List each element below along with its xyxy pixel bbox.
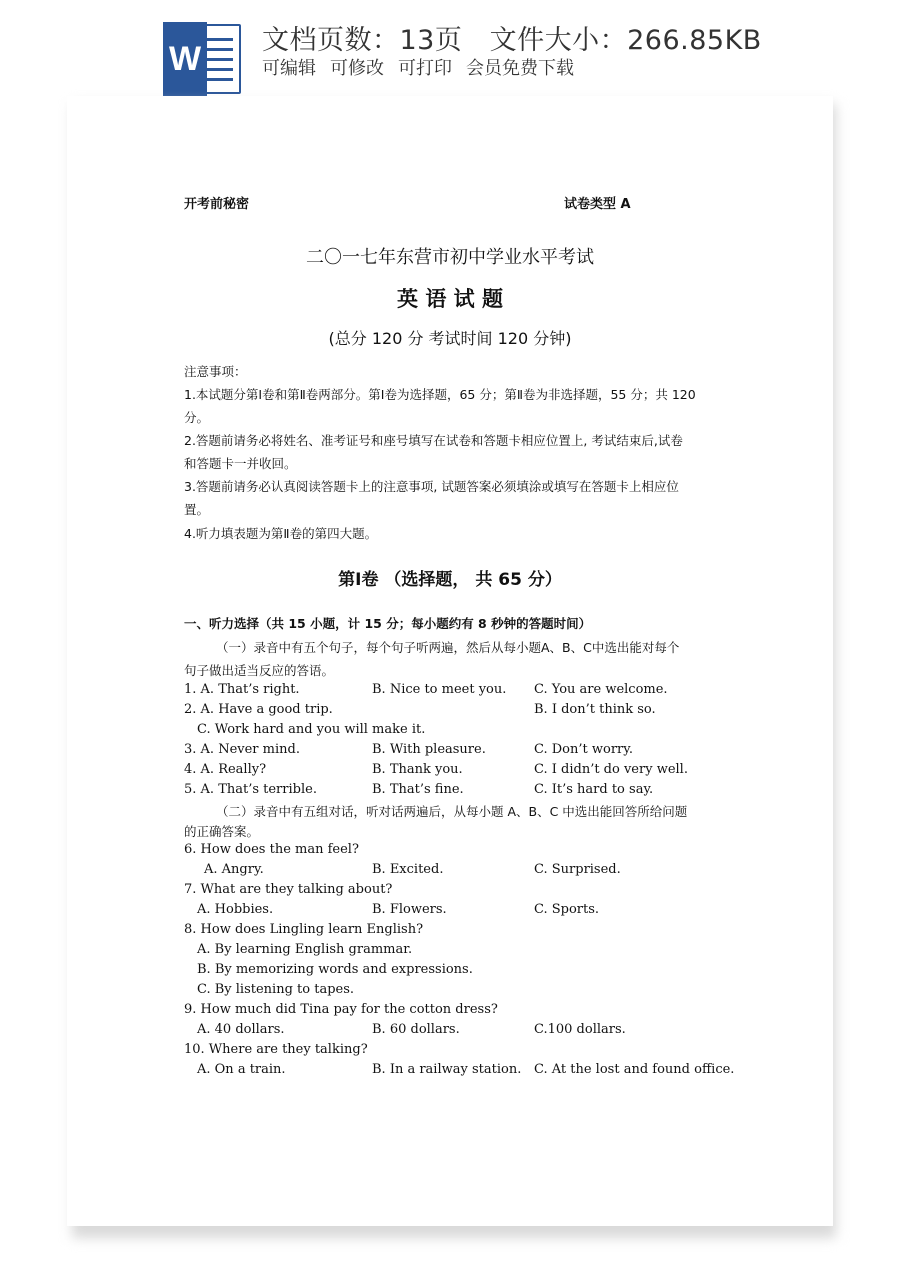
q4-option-b: B. Thank you. [372, 762, 463, 777]
q8-option-b: B. By memorizing words and expressions. [197, 962, 473, 977]
feature-printable: 可打印 [398, 58, 452, 79]
subject-title: 英 语 试 题 [397, 287, 503, 311]
note-line: 分。 [184, 410, 210, 425]
q10-option-b: B. In a railway station. [372, 1062, 522, 1077]
q9-option-a: A. 40 dollars. [197, 1022, 285, 1037]
q10-option-a: A. On a train. [197, 1062, 286, 1077]
q4-option-c: C. I didn’t do very well. [534, 762, 688, 777]
q7-option-c: C. Sports. [534, 902, 600, 917]
section-title: 第Ⅰ卷 （选择题， 共 65 分） [338, 570, 562, 590]
note-line: 置。 [184, 502, 210, 517]
part1-intro: （一）录音中有五个句子，每个句子听两遍，然后从每小题A、B、C中选出能对每个 [216, 640, 680, 655]
q8-option-c: C. By listening to tapes. [197, 982, 355, 997]
note-line: 2.答题前请务必将姓名、准考证号和座号填写在试卷和答题卡相应位置上, 考试结束后,试卷 [184, 433, 683, 448]
feature-modifiable: 可修改 [330, 58, 384, 79]
file-info: 文档页数：13页 文件大小：266.85KB [262, 25, 762, 56]
q6-option-b: B. Excited. [372, 862, 444, 877]
notes-heading: 注意事项： [184, 364, 247, 379]
q6-option-a: A. Angry. [204, 862, 264, 877]
score-time: (总分 120 分 考试时间 120 分钟) [328, 329, 572, 348]
feature-editable: 可编辑 [262, 58, 316, 79]
q2-option-b: B. I don’t think so. [534, 702, 656, 717]
q9-option-b: B. 60 dollars. [372, 1022, 460, 1037]
q1-option-b: B. Nice to meet you. [372, 682, 507, 697]
exam-title: 二〇一七年东营市初中学业水平考试 [306, 247, 594, 268]
q4-option-a: 4. A. Really? [184, 762, 267, 777]
part2-intro: （二）录音中有五组对话，听对话两遍后，从每小题 A、B、C 中选出能回答所给问题 [216, 804, 688, 819]
q2-option-a: 2. A. Have a good trip. [184, 702, 333, 717]
q10-option-c: C. At the lost and found office. [534, 1062, 735, 1077]
q3-option-b: B. With pleasure. [372, 742, 486, 757]
q2-option-c: C. Work hard and you will make it. [197, 722, 426, 737]
q5-option-c: C. It’s hard to say. [534, 782, 654, 797]
feature-list [262, 54, 574, 80]
feature-member-download[interactable]: 会员免费下载 [466, 58, 574, 79]
q5-option-a: 5. A. That’s terrible. [184, 782, 317, 797]
q1-option-a: 1. A. That’s right. [184, 682, 300, 697]
exam-page [67, 96, 833, 1226]
q7-option-b: B. Flowers. [372, 902, 447, 917]
part1-intro: 句子做出适当反应的答语。 [184, 663, 335, 678]
q8-option-a: A. By learning English grammar. [197, 942, 413, 957]
secret-label: 开考前秘密 [184, 197, 250, 212]
note-line: 4.听力填表题为第Ⅱ卷的第四大题。 [184, 526, 378, 541]
q7-option-a: A. Hobbies. [197, 902, 274, 917]
q6-option-c: C. Surprised. [534, 862, 621, 877]
note-line: 1.本试题分第Ⅰ卷和第Ⅱ卷两部分。第Ⅰ卷为选择题，65 分；第Ⅱ卷为非选择题，55 分；共 120 [184, 387, 696, 402]
q3-option-c: C. Don’t worry. [534, 742, 633, 757]
q6-question: 6. How does the man feel? [184, 842, 359, 857]
part2-intro: 的正确答案。 [184, 824, 260, 839]
note-line: 3.答题前请务必认真阅读答题卡上的注意事项, 试题答案必须填涂或填写在答题卡上相应位 [184, 479, 679, 494]
q5-option-b: B. That’s fine. [372, 782, 464, 797]
word-document-icon: W [163, 22, 243, 96]
q9-question: 9. How much did Tina pay for the cotton dress? [184, 1002, 498, 1017]
note-line: 和答题卡一并收回。 [184, 456, 297, 471]
q9-option-c: C.100 dollars. [534, 1022, 626, 1037]
download-banner [0, 0, 900, 100]
part1-heading: 一、听力选择（共 15 小题，计 15 分；每小题约有 8 秒钟的答题时间） [184, 616, 592, 631]
q1-option-c: C. You are welcome. [534, 682, 668, 697]
paper-type: 试卷类型 A [564, 197, 631, 212]
q3-option-a: 3. A. Never mind. [184, 742, 300, 757]
q10-question: 10. Where are they talking? [184, 1042, 368, 1057]
q7-question: 7. What are they talking about? [184, 882, 393, 897]
q8-question: 8. How does Lingling learn English? [184, 922, 424, 937]
